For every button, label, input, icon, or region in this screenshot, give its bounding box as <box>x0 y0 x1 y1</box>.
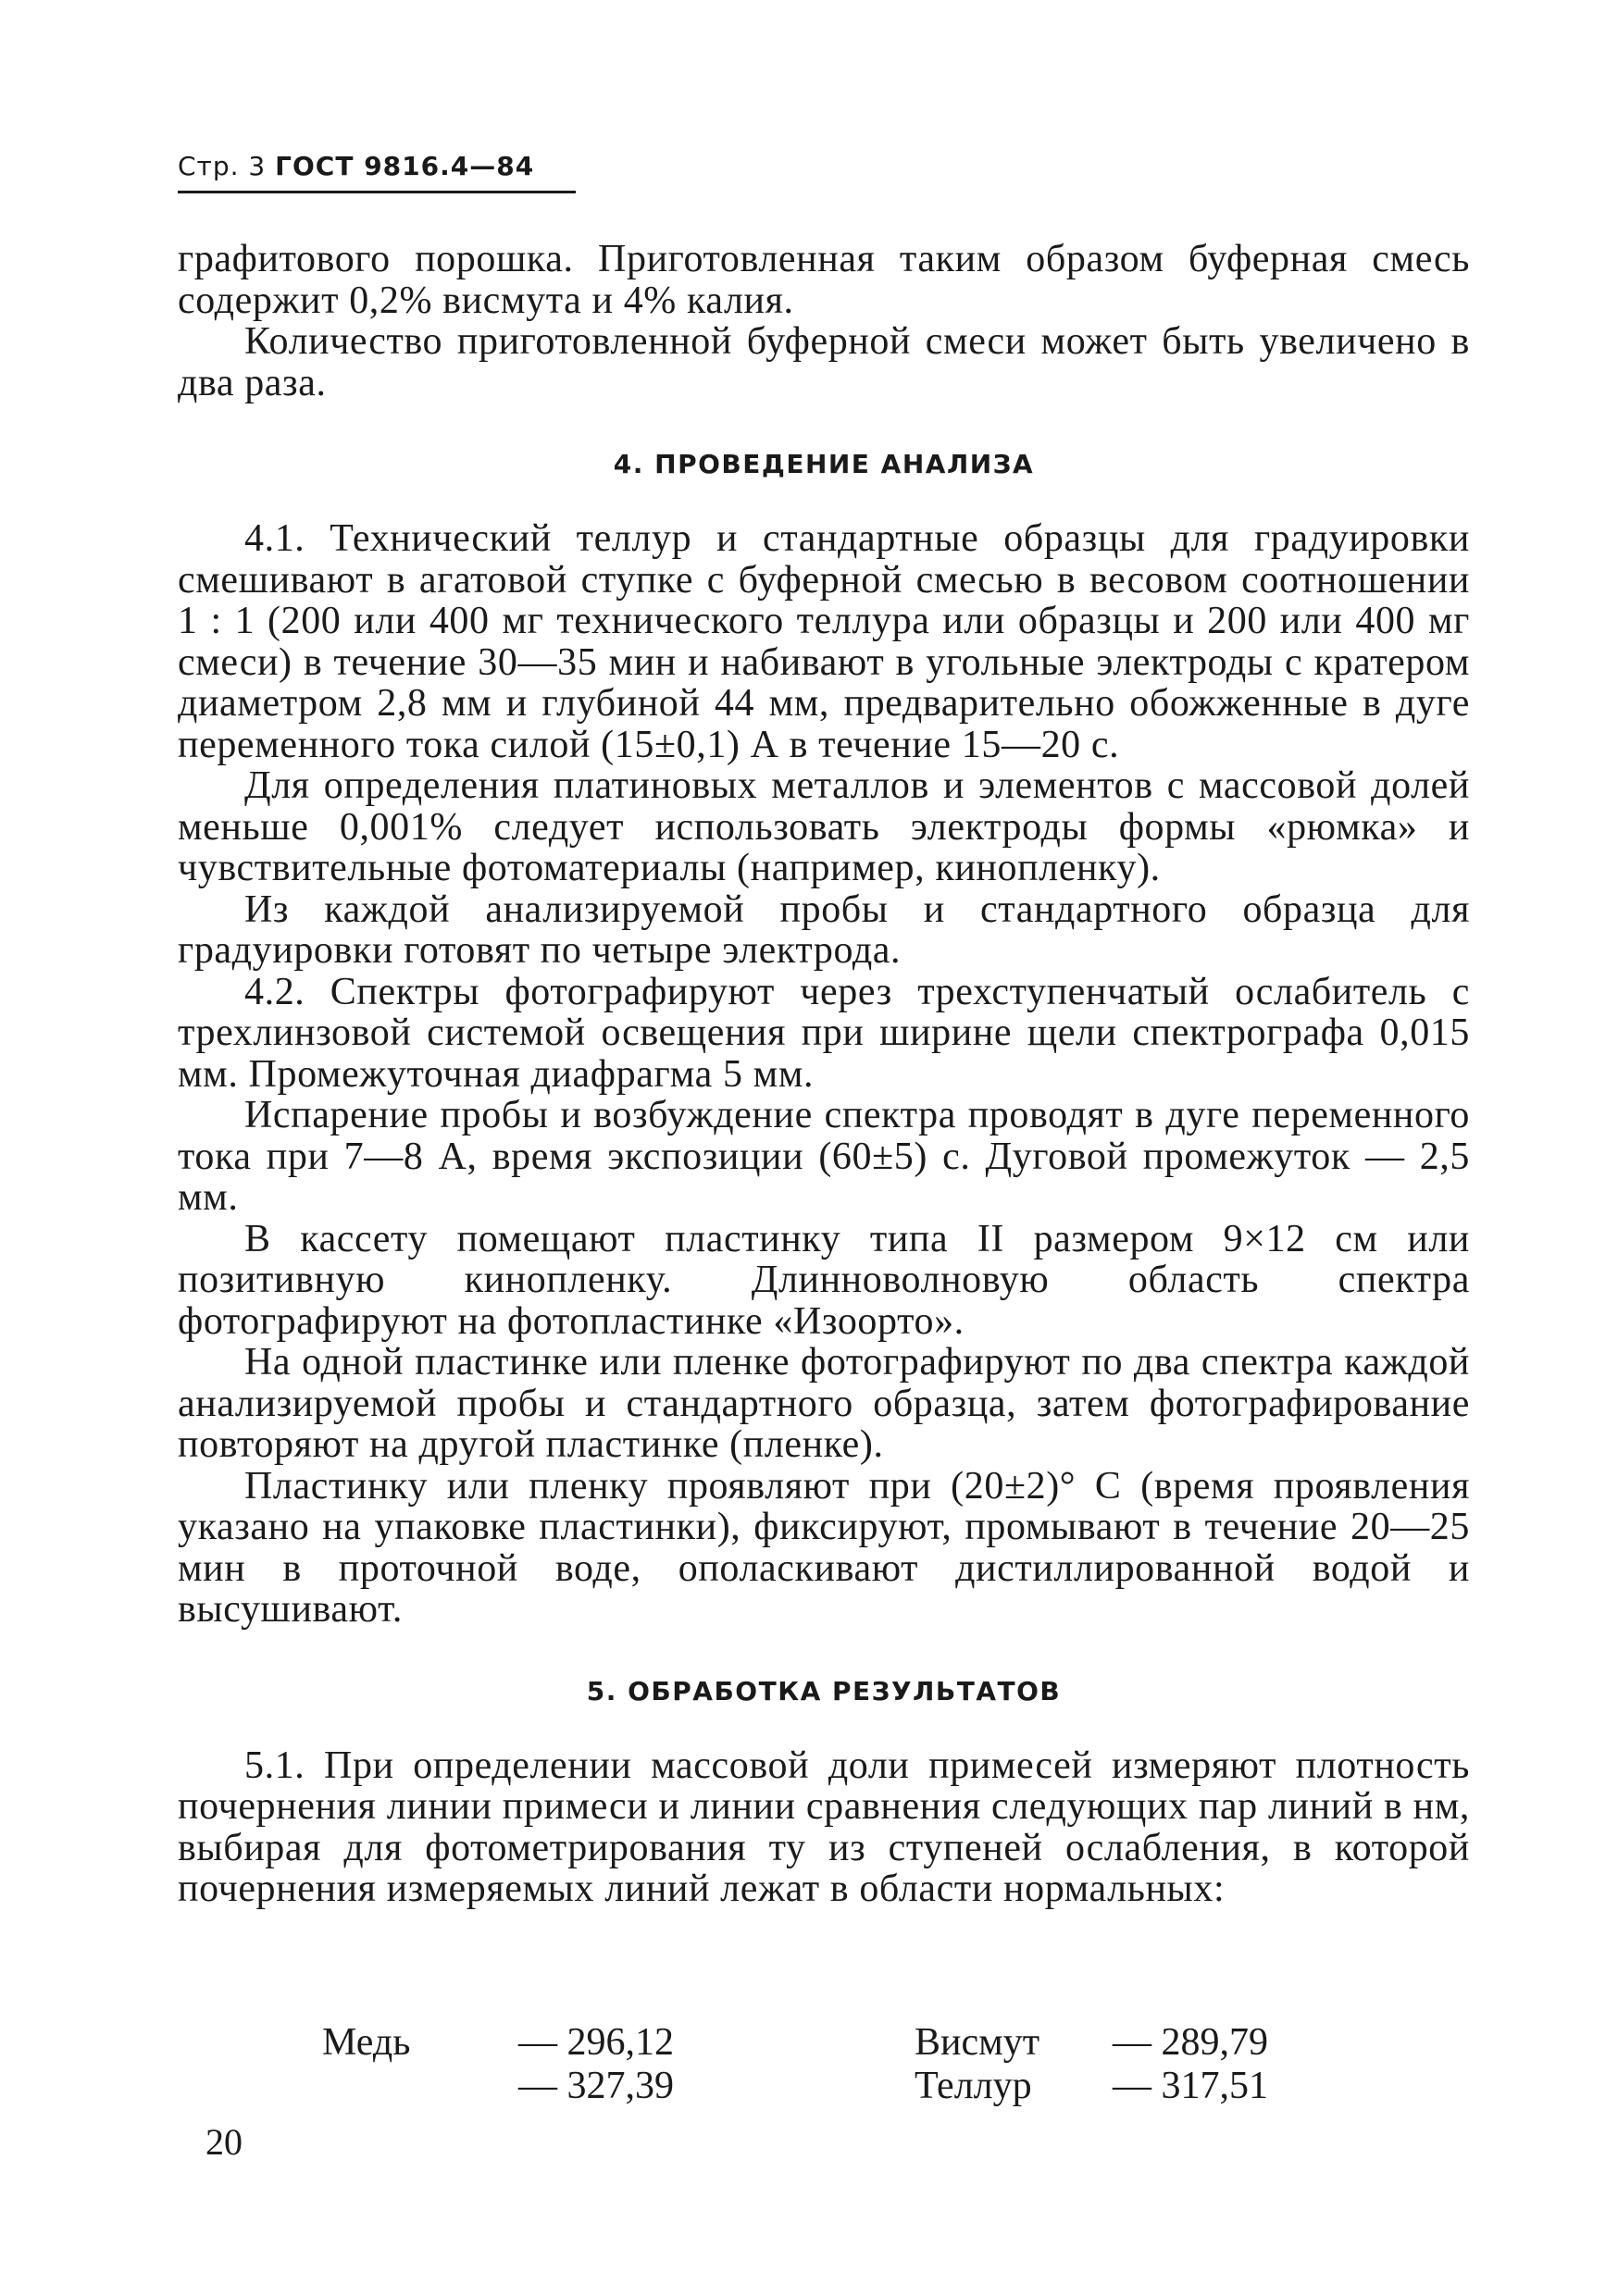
spectral-lines-table <box>178 2021 1470 2108</box>
element-name: Медь <box>322 2021 411 2064</box>
paragraph: В кассету помещают пластинку типа II размером 9×12 см или позитивную кинопленку. Длинноволновую область спектра фотографируют на фотопластинке «Изоорто». <box>178 1217 1470 1343</box>
element-name: Висмут <box>915 2021 1040 2064</box>
paragraph: На одной пластинке или пленке фотографируют по два спектра каждой анализируемой пробы и стандартного образца, затем фотографирование повторяют на другой пластинке (пленке). <box>178 1341 1470 1466</box>
paragraph: Из каждой анализируемой пробы и стандартного образца для градуировки готовят по четыре электрода. <box>178 887 1470 972</box>
paragraph: Для определения платиновых металлов и элементов с массовой долей меньше 0,001% следует использовать электроды формы «рюмка» и чувствительные фотоматериалы (например, кинопленку). <box>178 764 1470 889</box>
wavelength-value: — 289,79 <box>1113 2021 1268 2064</box>
paragraph: 4.2. Спектры фотографируют через трехступенчатый ослабитель с трехлинзовой системой освещения при ширине щели спектрографа 0,015 мм. Промежуточная диафрагма 5 мм. <box>178 970 1470 1096</box>
table-row <box>178 2021 1470 2065</box>
paragraph: 4.1. Технический теллур и стандартные образцы для градуировки смешивают в агатовой ступке с буферной смесью в весовом соотношении 1 : 1 (200 или 400 мг технического теллура или образцы и 200 или 400 мг смеси) в течение 30—35 мин и набивают в угольные электроды с кратером диаметром 2,8 мм и глубиной 44 мм, предварительно обожженные в дуге переменного тока силой (15±0,1) А в течение 15—20 с. <box>178 517 1470 766</box>
table-row <box>178 2065 1470 2108</box>
page-number: 20 <box>205 2121 243 2163</box>
section-title-4: 4. ПРОВЕДЕНИЕ АНАЛИЗА <box>613 449 1035 479</box>
paragraph: Пластинку или пленку проявляют при (20±2)° С (время проявления указано на упаковке пластинки), фиксируют, промывают в течение 20—25 мин в проточной воде, ополаскивают дистиллированной водой и высушивают. <box>178 1464 1470 1631</box>
paragraph: Количество приготовленной буферной смеси может быть увеличено в два раза. <box>178 320 1470 404</box>
standard-designation: ГОСТ 9816.4—84 <box>275 151 535 181</box>
page-header <box>178 148 534 185</box>
header-divider <box>178 191 576 193</box>
body-text <box>178 239 1470 1910</box>
element-name: Теллур <box>915 2065 1032 2107</box>
paragraph: Испарение пробы и возбуждение спектра проводят в дуге переменного тока при 7—8 А, время экспозиции (60±5) с. Дуговой промежуток — 2,5 мм. <box>178 1094 1470 1219</box>
wavelength-value: — 317,51 <box>1113 2065 1268 2107</box>
section-title-5: 5. ОБРАБОТКА РЕЗУЛЬТАТОВ <box>586 1675 1062 1706</box>
paragraph: графитового порошка. Приготовленная таким образом буферная смесь содержит 0,2% висмута и 4% калия. <box>178 238 1470 322</box>
page-label: Стр. 3 <box>178 151 267 181</box>
wavelength-value: — 296,12 <box>518 2021 674 2064</box>
paragraph: 5.1. При определении массовой доли примесей измеряют плотность почернения линии примеси и линии сравнения следующих пар линий в нм, выбирая для фотометрирования ту из ступеней ослабления, в которой почернения измеряемых линий лежат в области нормальных: <box>178 1744 1470 1910</box>
wavelength-value: — 327,39 <box>518 2065 674 2107</box>
